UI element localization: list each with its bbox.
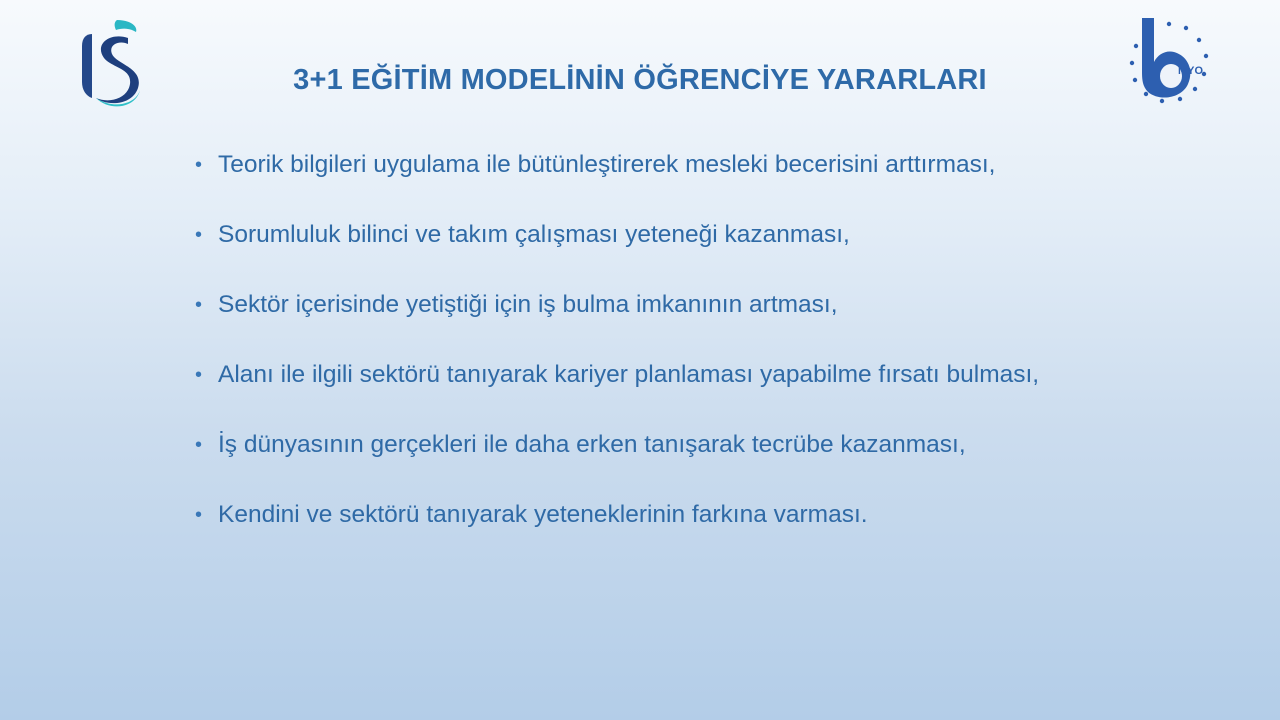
bullet-text: Teorik bilgileri uygulama ile bütünleştirerek mesleki becerisini arttırması, [218, 151, 996, 178]
bullet-item [195, 206, 1088, 264]
bullet-dot-icon: • [195, 364, 203, 386]
university-logo-icon [70, 16, 150, 116]
bullet-text: Sorumluluk bilinci ve takım çalışması yeteneği kazanması, [218, 221, 850, 248]
bullet-dot-icon: • [195, 154, 203, 176]
bullet-text: İş dünyasının gerçekleri ile daha erken tanışarak tecrübe kazanması, [218, 431, 966, 458]
bullet-item [195, 276, 1088, 334]
bullet-list [195, 136, 1088, 556]
bullet-item [195, 346, 1088, 404]
bullet-item [195, 416, 1088, 474]
bullet-item [195, 136, 1088, 194]
bullet-dot-icon: • [195, 504, 203, 526]
bullet-dot-icon: • [195, 224, 203, 246]
myo-logo-text: MYO [1178, 65, 1204, 77]
bullet-dot-icon: • [195, 434, 203, 456]
bullet-text: Sektör içerisinde yetiştiği için iş bulma imkanının artması, [218, 291, 838, 318]
bullet-text: Kendini ve sektörü tanıyarak yeteneklerinin farkına varması. [218, 501, 868, 528]
bullet-text: Alanı ile ilgili sektörü tanıyarak kariyer planlaması yapabilme fırsatı bulması, [218, 361, 1040, 388]
slide-title: 3+1 EĞİTİM MODELİNİN ÖĞRENCİYE YARARLARI [293, 64, 987, 96]
myo-logo-icon [1120, 14, 1218, 114]
bullet-item [195, 486, 1088, 544]
bullet-dot-icon: • [195, 294, 203, 316]
